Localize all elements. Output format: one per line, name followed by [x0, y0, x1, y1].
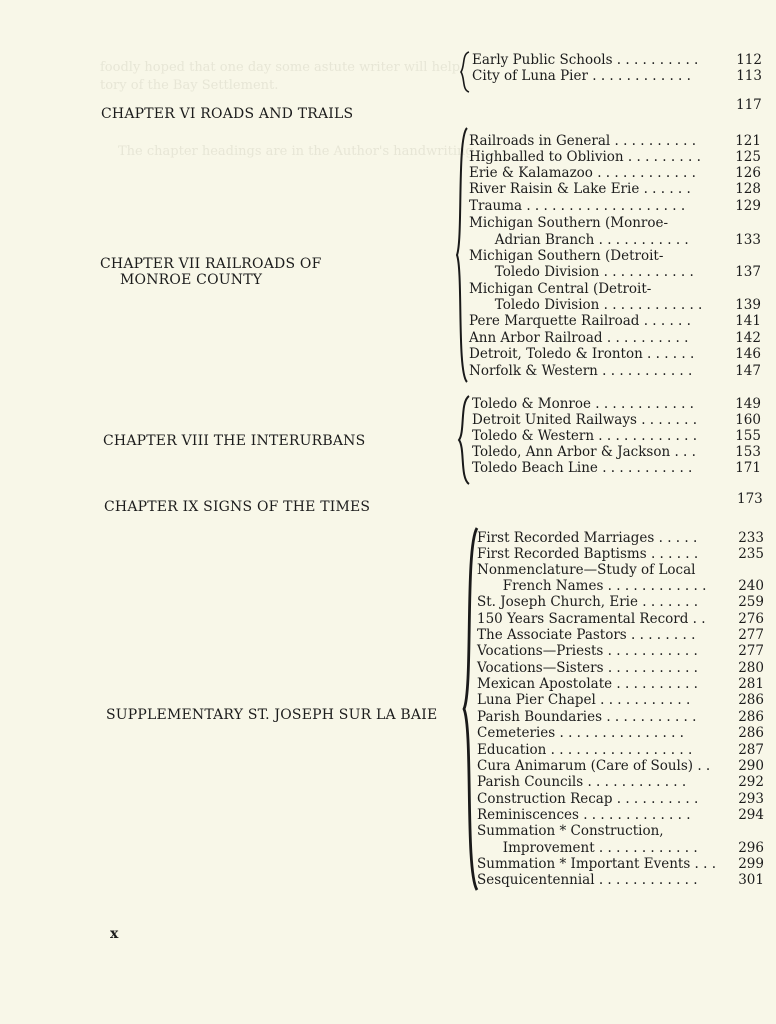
toc-entry: Improvement . . . . . . . . . . . . 296	[477, 840, 764, 856]
toc-entry: 150 Years Sacramental Record . . 276	[477, 611, 764, 627]
toc-entry: French Names . . . . . . . . . . . . 240	[477, 578, 764, 594]
chapter-vii-heading-line2: MONROE COUNTY	[120, 272, 263, 288]
toc-entry: Mexican Apostolate . . . . . . . . . . 281	[477, 676, 764, 692]
toc-group-supplementary	[477, 530, 764, 890]
toc-entry: Cura Animarum (Care of Souls) . . 290	[477, 758, 764, 774]
toc-entry: Nonmenclature—Study of Local	[477, 562, 696, 578]
toc-entry: Construction Recap . . . . . . . . . . 293	[477, 791, 764, 807]
toc-entry: Erie & Kalamazoo . . . . . . . . . . . . 126	[469, 165, 761, 181]
toc-entry: Highballed to Oblivion . . . . . . . . . 125	[469, 149, 761, 165]
toc-group-chapter-viii	[472, 396, 761, 481]
toc-entry: Parish Councils . . . . . . . . . . . . 292	[477, 774, 764, 790]
toc-entry: Early Public Schools . . . . . . . . . . 112	[472, 52, 762, 68]
toc-entry: Toledo & Western . . . . . . . . . . . . 155	[472, 428, 761, 444]
curly-brace-group2	[457, 396, 471, 484]
toc-entry: Vocations—Sisters . . . . . . . . . . . 280	[477, 660, 764, 676]
toc-entry: First Recorded Baptisms . . . . . . 235	[477, 546, 764, 562]
toc-entry: Detroit, Toledo & Ironton . . . . . . 146	[469, 346, 761, 362]
toc-entry: Parish Boundaries . . . . . . . . . . . 286	[477, 709, 764, 725]
chapter-ix-heading: CHAPTER IX SIGNS OF THE TIMES	[104, 499, 371, 515]
toc-entry: Reminiscences . . . . . . . . . . . . . 294	[477, 807, 764, 823]
toc-entry: The Associate Pastors . . . . . . . . 277	[477, 627, 764, 643]
show-through-text: foodly hoped that one day some astute writer will help	[100, 60, 461, 75]
toc-entry: City of Luna Pier . . . . . . . . . . . . 113	[472, 68, 762, 84]
curly-brace-group1	[455, 128, 469, 382]
page-folio: x	[110, 926, 119, 942]
toc-entry: St. Joseph Church, Erie . . . . . . . 259	[477, 594, 764, 610]
toc-entry: Norfolk & Western . . . . . . . . . . . 147	[469, 363, 761, 379]
toc-entry: Detroit United Railways . . . . . . . 160	[472, 412, 761, 428]
toc-entry: First Recorded Marriages . . . . . 233	[477, 530, 764, 546]
toc-entry: Trauma . . . . . . . . . . . . . . . . . . . 129	[469, 198, 761, 214]
chapter-viii-heading: CHAPTER VIII THE INTERURBANS	[103, 433, 366, 449]
toc-entry: Pere Marquette Railroad . . . . . . 141	[469, 313, 761, 329]
show-through-text: tory of the Bay Settlement.	[100, 78, 279, 93]
toc-entry: Toledo Division . . . . . . . . . . . 137	[469, 264, 761, 280]
toc-entry: Michigan Southern (Detroit-	[469, 248, 664, 264]
show-through-text: The chapter headings are in the Author's handwriting	[118, 144, 474, 159]
toc-group-chapter-v-end	[472, 52, 762, 92]
toc-entry: Toledo Beach Line . . . . . . . . . . . 171	[472, 460, 761, 476]
chapter-vii-heading-line1: CHAPTER VII RAILROADS OF	[100, 256, 322, 272]
toc-entry: Toledo Division . . . . . . . . . . . . 139	[469, 297, 761, 313]
toc-entry: Adrian Branch . . . . . . . . . . . 133	[469, 232, 761, 248]
toc-entry: Vocations—Priests . . . . . . . . . . . 277	[477, 643, 764, 659]
toc-entry: River Raisin & Lake Erie . . . . . . 128	[469, 181, 761, 197]
toc-entry: Railroads in General . . . . . . . . . . 121	[469, 133, 761, 149]
toc-entry: Cemeteries . . . . . . . . . . . . . . . 286	[477, 725, 764, 741]
toc-entry: Toledo & Monroe . . . . . . . . . . . . 149	[472, 396, 761, 412]
toc-entry: Education . . . . . . . . . . . . . . . . . 287	[477, 742, 764, 758]
chapter-vi-heading: CHAPTER VI ROADS AND TRAILS	[101, 106, 354, 122]
toc-entry: Michigan Central (Detroit-	[469, 281, 652, 297]
chapter-vi-page: 117	[736, 97, 762, 113]
supplementary-heading: SUPPLEMENTARY ST. JOSEPH SUR LA BAIE	[106, 707, 438, 723]
toc-entry: Toledo, Ann Arbor & Jackson . . . 153	[472, 444, 761, 460]
chapter-ix-page: 173	[737, 491, 763, 507]
toc-entry: Luna Pier Chapel . . . . . . . . . . . 286	[477, 692, 764, 708]
toc-entry: Ann Arbor Railroad . . . . . . . . . . 142	[469, 330, 761, 346]
toc-entry: Summation * Construction,	[477, 823, 664, 839]
toc-group-chapter-vii	[469, 133, 761, 383]
toc-entry: Michigan Southern (Monroe-	[469, 215, 669, 231]
toc-entry: Summation * Important Events . . . 299	[477, 856, 764, 872]
toc-entry: Sesquicentennial . . . . . . . . . . . . 301	[477, 872, 764, 888]
curly-brace-group0	[459, 52, 471, 92]
